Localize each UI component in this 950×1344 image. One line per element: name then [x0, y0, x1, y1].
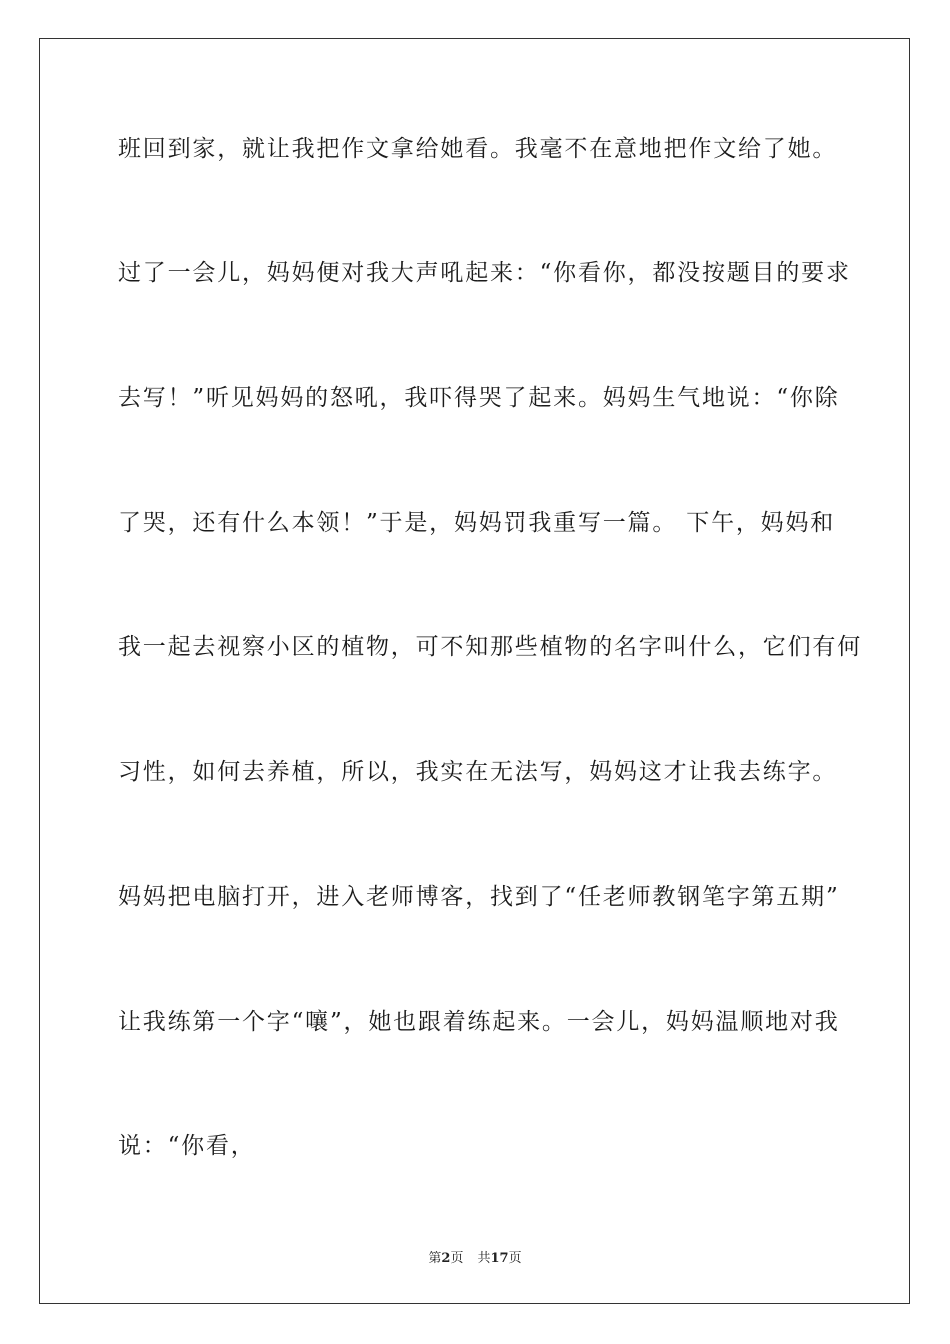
page-footer — [0, 1247, 950, 1266]
text-line-9: 说：“你看， — [118, 1133, 256, 1159]
text-line-7: 妈妈把电脑打开，进入老师博客，找到了“任老师教钢笔字第五期” — [118, 884, 840, 910]
text-line-3: 去写！”听见妈妈的怒吼，我吓得哭了起来。妈妈生气地说：“你除 — [118, 385, 840, 411]
page-border — [39, 38, 910, 1304]
page-prefix: 第 — [428, 1251, 442, 1266]
text-line-6: 习性，如何去养植，所以，我实在无法写，妈妈这才让我去练字。 — [118, 759, 838, 785]
text-line-2: 过了一会儿，妈妈便对我大声吼起来：“你看你，都没按题目的要求 — [118, 260, 851, 286]
page-suffix: 页 — [450, 1251, 464, 1266]
page-number: 2 — [441, 1251, 451, 1266]
text-line-5: 我一起去视察小区的植物，可不知那些植物的名字叫什么，它们有何 — [118, 634, 862, 660]
total-suffix: 页 — [508, 1251, 522, 1266]
text-line-1: 班回到家，就让我把作文拿给她看。我毫不在意地把作文给了她。 — [118, 136, 838, 162]
total-prefix: 共 — [477, 1251, 491, 1266]
text-line-8: 让我练第一个字“嚷”，她也跟着练起来。一会儿，妈妈温顺地对我 — [118, 1009, 840, 1035]
total-pages: 17 — [490, 1251, 509, 1266]
text-line-4: 了哭，还有什么本领！”于是，妈妈罚我重写一篇。 下午，妈妈和 — [118, 510, 836, 536]
